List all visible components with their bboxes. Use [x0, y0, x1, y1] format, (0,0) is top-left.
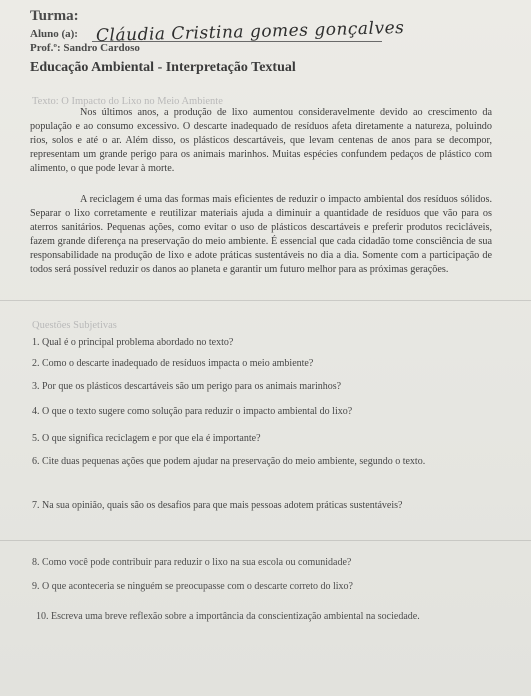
student-name-handwritten: Cláudia Cristina gomes gonçalves: [95, 17, 405, 47]
aluno-label: Aluno (a):: [30, 28, 78, 40]
question-5: 5. O que significa reciclagem e por que ela é importante?: [32, 433, 261, 444]
paper-fold: [0, 540, 531, 541]
text-paragraph-2: A reciclagem é uma das formas mais eficientes de reduzir o impacto ambiental dos resíduos sólidos. Separar o lixo corretamente e reutilizar materiais ajuda a diminuir a quantidade de resíduos que vão para os aterros sanitários. Pequenas ações, como evitar o uso de plásticos descartáveis e preferir produtos recicláveis, fazem grande diferença na preservação do meio ambiente. É essencial que cada cidadão tome consciência de sua responsabilidade na produção de lixo e adote práticas sustentáveis no dia a dia. Somente com a participação de todos será possível reduzir os danos ao planeta e garantir um futuro melhor para as próximas gerações.: [30, 194, 492, 275]
teacher-label: Prof.º: Sandro Cardoso: [30, 42, 140, 54]
question-2: 2. Como o descarte inadequado de resíduos impacta o meio ambiente?: [32, 358, 314, 369]
question-4: 4. O que o texto sugere como solução para reduzir o impacto ambiental do lixo?: [32, 406, 353, 417]
question-6: 6. Cite duas pequenas ações que podem ajudar na preservação do meio ambiente, segundo o texto.: [32, 456, 426, 467]
question-8: 8. Como você pode contribuir para reduzir o lixo na sua escola ou comunidade?: [32, 557, 352, 568]
turma-label: Turma:: [30, 8, 79, 24]
question-3: 3. Por que os plásticos descartáveis são um perigo para os animais marinhos?: [32, 381, 342, 392]
question-9: 9. O que aconteceria se ninguém se preocupasse com o descarte correto do lixo?: [32, 581, 353, 592]
page-title: Educação Ambiental - Interpretação Textual: [30, 60, 296, 75]
question-1: 1. Qual é o principal problema abordado no texto?: [32, 337, 234, 348]
text-heading: Texto: O Impacto do Lixo no Meio Ambiente: [32, 96, 223, 107]
questions-heading: Questões Subjetivas: [32, 320, 117, 331]
paper-fold: [0, 300, 531, 301]
question-7: 7. Na sua opinião, quais são os desafios para que mais pessoas adotem práticas sustentáveis?: [32, 500, 403, 511]
text-paragraph-1: Nos últimos anos, a produção de lixo aumentou consideravelmente devido ao crescimento da população e ao consumo excessivo. O descarte inadequado de resíduos afeta diretamente a natureza, poluindo rios, solos e até o ar. Além disso, os plásticos descartáveis, que levam centenas de anos para se decompor, representam um grande perigo para os animais marinhos. Muitas espécies confundem pedaços de plástico com alimento, o que pode levar à morte.: [30, 107, 492, 174]
question-10: 10. Escreva uma breve reflexão sobre a importância da conscientização ambiental na sociedade.: [36, 611, 420, 622]
